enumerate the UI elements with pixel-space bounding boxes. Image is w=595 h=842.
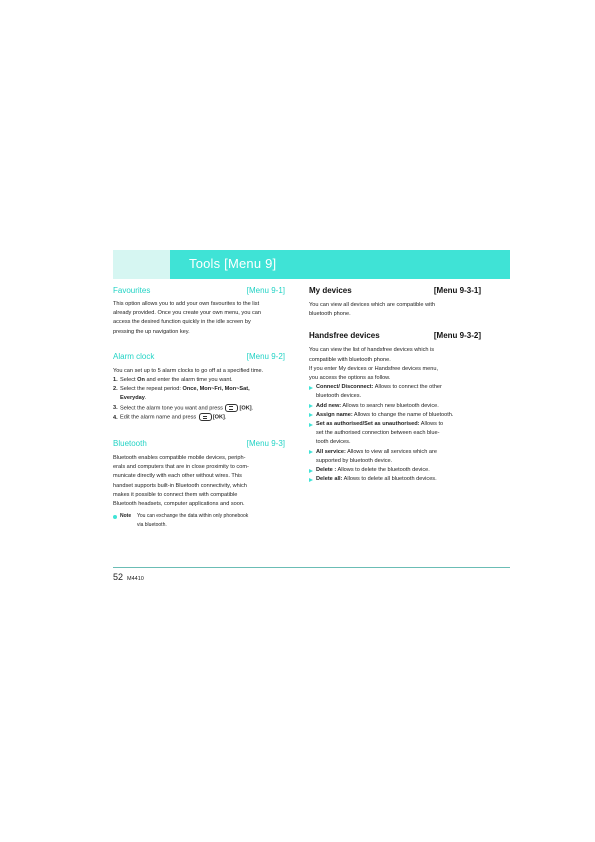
header-accent-strip xyxy=(113,250,170,279)
page-title: Tools [Menu 9] xyxy=(189,256,277,271)
favourites-line: access the desired function quickly in the idle screen by xyxy=(113,319,251,326)
handsfree-line: compatible with bluetooth phone. xyxy=(309,356,391,363)
handsfree-line: If you enter My devices or Handsfree devices menu, xyxy=(309,365,439,372)
option-item: Add new: Allows to search new bluetooth device. xyxy=(309,402,481,411)
handsfree-line: you access the options as follow. xyxy=(309,375,391,382)
alarm-step-continuation: Everyday. xyxy=(120,395,147,402)
favourites-heading xyxy=(113,286,285,296)
right-column xyxy=(309,286,481,484)
note-label: Note xyxy=(120,513,132,520)
my-devices-menu-ref: [Menu 9-3-1] xyxy=(433,286,481,295)
left-column xyxy=(113,286,285,529)
my-devices-heading xyxy=(309,286,481,296)
triangle-bullet-icon xyxy=(309,423,313,427)
footer-rule xyxy=(113,567,510,568)
triangle-bullet-icon xyxy=(309,413,313,417)
triangle-bullet-icon xyxy=(309,469,313,473)
option-item: Assign name: Allows to change the name of bluetooth. xyxy=(309,411,481,420)
note-bullet-icon xyxy=(113,515,117,519)
option-item: Set as authorised/Set as unauthorised: Allows to set the authorised connection between each blue- tooth devices. xyxy=(309,420,481,448)
bluetooth-line: Bluetooth enables compatible mobile devices, periph- xyxy=(113,455,246,461)
bluetooth-title: Bluetooth xyxy=(113,439,147,448)
bluetooth-line: Bluetooth headsets, computer applications and soon. xyxy=(113,501,245,508)
alarm-steps xyxy=(113,376,285,423)
note-line: via bluetooth. xyxy=(137,521,167,528)
favourites-line: pressing the up navigation key. xyxy=(113,328,190,335)
favourites-line: already provided. Once you create your own menu, you can xyxy=(113,310,262,317)
bluetooth-line: erals and computers that are in close proximity to com- xyxy=(113,464,249,471)
favourites-line: This option allows you to add your own favourites to the list xyxy=(113,301,260,307)
handsfree-line: You can view the list of handsfree devices which is xyxy=(309,347,435,354)
triangle-bullet-icon xyxy=(309,450,313,454)
alarm-step: 3. Select the alarm tone you want and press [OK]. xyxy=(113,405,254,412)
bluetooth-line: makes it possible to connect them with compatible xyxy=(113,491,238,498)
option-item: Delete : Allows to delete the bluetooth device. xyxy=(309,466,481,475)
note-line: You can exchange the data within only phonebook xyxy=(137,513,249,520)
triangle-bullet-icon xyxy=(309,404,313,408)
alarm-intro: You can set up to 5 alarm clocks to go off at a specified time. xyxy=(113,367,264,374)
option-item: All service: Allows to view all services which are supported by bluetooth device. xyxy=(309,448,481,466)
model-name: M4410 xyxy=(127,576,144,582)
option-item: Connect/ Disconnect: Allows to connect the other bluetooth devices. xyxy=(309,383,481,401)
page-footer xyxy=(113,572,144,582)
alarm-step: 4. Edit the alarm name and press [OK]. xyxy=(113,414,227,421)
triangle-bullet-icon xyxy=(309,478,313,482)
bluetooth-note xyxy=(113,512,285,529)
bluetooth-heading xyxy=(113,439,285,449)
bluetooth-line: municate directly with each other without wires. This xyxy=(113,473,242,480)
alarm-step: 1. Select On and enter the alarm time you want. xyxy=(113,377,233,384)
alarm-menu-ref: [Menu 9-2] xyxy=(246,351,285,361)
triangle-bullet-icon xyxy=(309,386,313,390)
handsfree-options xyxy=(309,383,481,484)
alarm-title: Alarm clock xyxy=(113,351,155,361)
handsfree-title: Handsfree devices xyxy=(309,331,380,341)
bluetooth-menu-ref: [Menu 9-3] xyxy=(246,439,285,448)
handsfree-heading xyxy=(309,331,481,341)
favourites-title: Favourites xyxy=(113,286,151,295)
ok-key-icon xyxy=(225,404,238,412)
my-devices-line: bluetooth phone. xyxy=(309,311,351,318)
my-devices-line: You can view all devices which are compatible with xyxy=(309,302,436,308)
alarm-heading xyxy=(113,352,285,362)
option-item: Delete all: Allows to delete all bluetooth devices. xyxy=(309,475,481,484)
section-header-band xyxy=(113,250,510,279)
favourites-menu-ref: [Menu 9-1] xyxy=(246,286,285,295)
bluetooth-line: handset supports built-in Bluetooth connectivity, which xyxy=(113,482,247,489)
ok-key-icon xyxy=(199,413,212,421)
my-devices-title: My devices xyxy=(309,286,352,295)
page-number: 52 xyxy=(113,572,124,582)
alarm-step: 2. Select the repeat period: Once, Mon~Fri, Mon~Sat, xyxy=(113,386,250,393)
handsfree-menu-ref: [Menu 9-3-2] xyxy=(433,331,481,341)
